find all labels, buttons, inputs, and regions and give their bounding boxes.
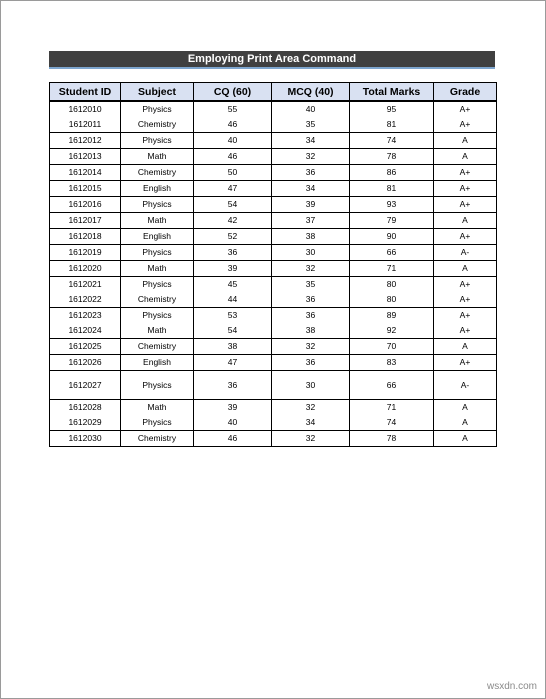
cell-subject: Physics [121,308,194,324]
cell-student-id: 1612030 [50,431,121,447]
cell-total-marks: 79 [350,213,434,229]
table-row [50,101,497,117]
cell-student-id: 1612029 [50,415,121,431]
cell-mcq: 39 [272,197,350,213]
cell-student-id: 1612028 [50,400,121,416]
table-row [50,117,497,133]
cell-mcq: 40 [272,101,350,117]
cell-grade: A [434,261,497,277]
cell-total-marks: 71 [350,400,434,416]
cell-cq: 53 [194,308,272,324]
cell-student-id: 1612014 [50,165,121,181]
cell-total-marks: 66 [350,245,434,261]
cell-subject: Chemistry [121,165,194,181]
cell-mcq: 32 [272,149,350,165]
cell-student-id: 1612018 [50,229,121,245]
cell-mcq: 36 [272,355,350,371]
cell-cq: 46 [194,149,272,165]
cell-mcq: 32 [272,339,350,355]
cell-subject: Physics [121,415,194,431]
cell-total-marks: 81 [350,181,434,197]
cell-total-marks: 74 [350,133,434,149]
cell-total-marks: 71 [350,261,434,277]
cell-student-id: 1612013 [50,149,121,165]
cell-total-marks: 92 [350,323,434,339]
table-row [50,213,497,229]
cell-grade: A [434,400,497,416]
cell-grade: A+ [434,181,497,197]
cell-cq: 36 [194,245,272,261]
header-subject: Subject [121,83,194,102]
cell-cq: 47 [194,355,272,371]
cell-cq: 40 [194,415,272,431]
cell-grade: A+ [434,292,497,308]
cell-grade: A [434,431,497,447]
cell-total-marks: 89 [350,308,434,324]
cell-mcq: 36 [272,165,350,181]
cell-subject: Physics [121,101,194,117]
header-grade: Grade [434,83,497,102]
table-row [50,245,497,261]
cell-cq: 39 [194,261,272,277]
cell-cq: 38 [194,339,272,355]
cell-mcq: 30 [272,371,350,400]
table-row [50,415,497,431]
cell-subject: Chemistry [121,431,194,447]
cell-subject: English [121,355,194,371]
cell-mcq: 32 [272,431,350,447]
cell-subject: English [121,181,194,197]
cell-grade: A+ [434,229,497,245]
cell-grade: A+ [434,197,497,213]
cell-cq: 36 [194,371,272,400]
cell-total-marks: 78 [350,149,434,165]
cell-cq: 39 [194,400,272,416]
cell-mcq: 34 [272,181,350,197]
table-title-banner [49,51,495,69]
cell-cq: 46 [194,117,272,133]
header-mcq: MCQ (40) [272,83,350,102]
cell-cq: 52 [194,229,272,245]
table-row [50,355,497,371]
cell-cq: 45 [194,277,272,293]
header-student-id: Student ID [50,83,121,102]
table-row [50,308,497,324]
table-row [50,292,497,308]
table-header-row [50,83,497,102]
cell-student-id: 1612024 [50,323,121,339]
watermark-text: wsxdn.com [486,681,537,692]
cell-subject: English [121,229,194,245]
cell-cq: 55 [194,101,272,117]
cell-mcq: 34 [272,415,350,431]
cell-subject: Physics [121,277,194,293]
cell-total-marks: 86 [350,165,434,181]
cell-total-marks: 83 [350,355,434,371]
cell-mcq: 35 [272,277,350,293]
table-row [50,229,497,245]
cell-student-id: 1612016 [50,197,121,213]
cell-grade: A+ [434,101,497,117]
table-title: Employing Print Area Command [187,53,357,65]
cell-subject: Chemistry [121,292,194,308]
cell-mcq: 35 [272,117,350,133]
cell-mcq: 32 [272,400,350,416]
cell-total-marks: 74 [350,415,434,431]
table-row [50,431,497,447]
cell-subject: Physics [121,197,194,213]
table-body [50,101,497,447]
cell-student-id: 1612020 [50,261,121,277]
cell-student-id: 1612011 [50,117,121,133]
table-row [50,133,497,149]
cell-total-marks: 70 [350,339,434,355]
cell-cq: 54 [194,323,272,339]
cell-student-id: 1612027 [50,371,121,400]
table-row [50,323,497,339]
table-row [50,400,497,416]
cell-mcq: 38 [272,323,350,339]
table-row [50,261,497,277]
cell-grade: A+ [434,355,497,371]
cell-subject: Math [121,400,194,416]
cell-grade: A- [434,245,497,261]
cell-mcq: 30 [272,245,350,261]
cell-grade: A [434,415,497,431]
cell-mcq: 32 [272,261,350,277]
cell-total-marks: 93 [350,197,434,213]
table-row [50,149,497,165]
cell-student-id: 1612022 [50,292,121,308]
cell-cq: 42 [194,213,272,229]
cell-total-marks: 90 [350,229,434,245]
cell-subject: Math [121,149,194,165]
cell-cq: 46 [194,431,272,447]
cell-subject: Physics [121,245,194,261]
cell-student-id: 1612026 [50,355,121,371]
cell-subject: Math [121,323,194,339]
cell-grade: A+ [434,117,497,133]
cell-subject: Physics [121,133,194,149]
cell-total-marks: 80 [350,292,434,308]
cell-grade: A+ [434,308,497,324]
cell-mcq: 37 [272,213,350,229]
cell-subject: Physics [121,371,194,400]
cell-student-id: 1612019 [50,245,121,261]
cell-total-marks: 81 [350,117,434,133]
cell-student-id: 1612015 [50,181,121,197]
table-row [50,197,497,213]
table-row [50,371,497,400]
cell-subject: Chemistry [121,117,194,133]
cell-subject: Math [121,261,194,277]
cell-cq: 40 [194,133,272,149]
cell-total-marks: 66 [350,371,434,400]
cell-grade: A [434,339,497,355]
cell-total-marks: 78 [350,431,434,447]
cell-student-id: 1612021 [50,277,121,293]
cell-subject: Chemistry [121,339,194,355]
cell-student-id: 1612012 [50,133,121,149]
cell-cq: 50 [194,165,272,181]
cell-grade: A [434,213,497,229]
cell-student-id: 1612017 [50,213,121,229]
cell-subject: Math [121,213,194,229]
cell-mcq: 34 [272,133,350,149]
header-cq: CQ (60) [194,83,272,102]
table-row [50,165,497,181]
student-marks-table [49,82,497,447]
cell-student-id: 1612010 [50,101,121,117]
cell-grade: A [434,133,497,149]
cell-grade: A+ [434,165,497,181]
cell-grade: A [434,149,497,165]
cell-grade: A- [434,371,497,400]
cell-cq: 44 [194,292,272,308]
cell-mcq: 36 [272,308,350,324]
cell-student-id: 1612025 [50,339,121,355]
cell-student-id: 1612023 [50,308,121,324]
table-row [50,277,497,293]
table-row [50,181,497,197]
cell-mcq: 38 [272,229,350,245]
cell-grade: A+ [434,323,497,339]
cell-cq: 47 [194,181,272,197]
cell-total-marks: 80 [350,277,434,293]
table-row [50,339,497,355]
cell-grade: A+ [434,277,497,293]
cell-total-marks: 95 [350,101,434,117]
cell-cq: 54 [194,197,272,213]
header-total-marks: Total Marks [350,83,434,102]
cell-mcq: 36 [272,292,350,308]
